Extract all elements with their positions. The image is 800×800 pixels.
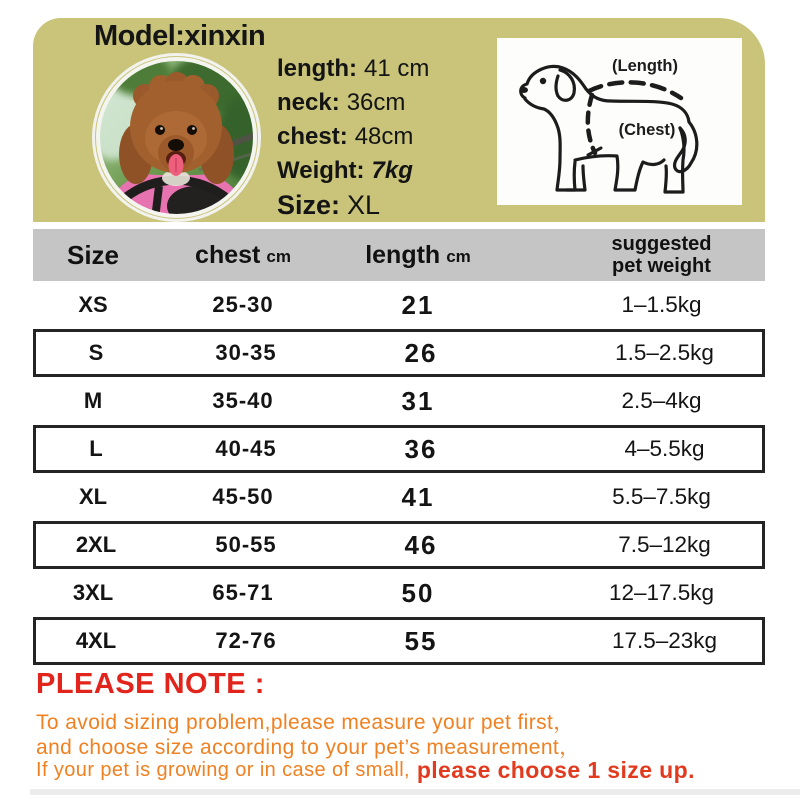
header-weight: suggested pet weight xyxy=(611,233,712,277)
header-size: Size xyxy=(66,239,120,270)
measurement-chest: chest: 48cm xyxy=(277,123,414,150)
header-chest: chest cm xyxy=(195,240,291,269)
measurement-size: Size: XL xyxy=(277,189,381,220)
table-row-4xl: 4XL 72-76 55 17.5–23kg xyxy=(33,617,765,665)
table-row-xl: XL 45-50 41 5.5–7.5kg xyxy=(78,481,711,512)
note-body xyxy=(36,708,695,783)
note-line-1: To avoid sizing problem,please measure your pet first， xyxy=(36,710,575,734)
measurement-length: length: 41 cm xyxy=(277,55,430,82)
header-length-unit: cm xyxy=(446,246,471,266)
header-chest-unit: cm xyxy=(266,246,291,266)
dog-photo-art xyxy=(95,56,258,219)
length-label: (Length) xyxy=(612,57,678,75)
table-row-3xl: 3XL 65-71 50 12–17.5kg xyxy=(72,577,715,608)
model-dog-photo xyxy=(95,56,258,219)
size-up-emphasis: please choose 1 size up. xyxy=(410,757,695,783)
please-note-heading: PLEASE NOTE : xyxy=(36,668,265,700)
model-measurements xyxy=(277,52,429,222)
table-row-m: M 35-40 31 2.5–4kg xyxy=(83,385,702,416)
length-dashed-line xyxy=(589,82,681,98)
size-table-body xyxy=(33,281,765,665)
measurement-weight: Weight: 7kg xyxy=(277,157,413,184)
chest-label: (Chest) xyxy=(618,121,676,139)
table-row-2xl: 2XL 50-55 46 7.5–12kg xyxy=(33,521,765,569)
dog-outline-icon xyxy=(497,38,742,205)
bottom-divider xyxy=(30,789,800,795)
table-row-l: L 40-45 36 4–5.5kg xyxy=(33,425,765,473)
table-row-xs: XS 25-30 21 1–1.5kg xyxy=(78,289,702,320)
dog-measurement-diagram xyxy=(497,38,742,205)
measurement-neck: neck: 36cm xyxy=(277,89,406,116)
note-line-3: If your pet is growing or in case of small, please choose 1 size up. xyxy=(36,757,695,783)
model-title: Model:xinxin xyxy=(94,20,266,52)
size-table-header xyxy=(33,229,765,281)
table-row-s: S 30-35 26 1.5–2.5kg xyxy=(33,329,765,377)
header-length: length cm xyxy=(365,240,471,269)
chest-dashed-line xyxy=(588,95,595,153)
note-line-2: and choose size according to your pet’s measurement， xyxy=(36,735,581,759)
